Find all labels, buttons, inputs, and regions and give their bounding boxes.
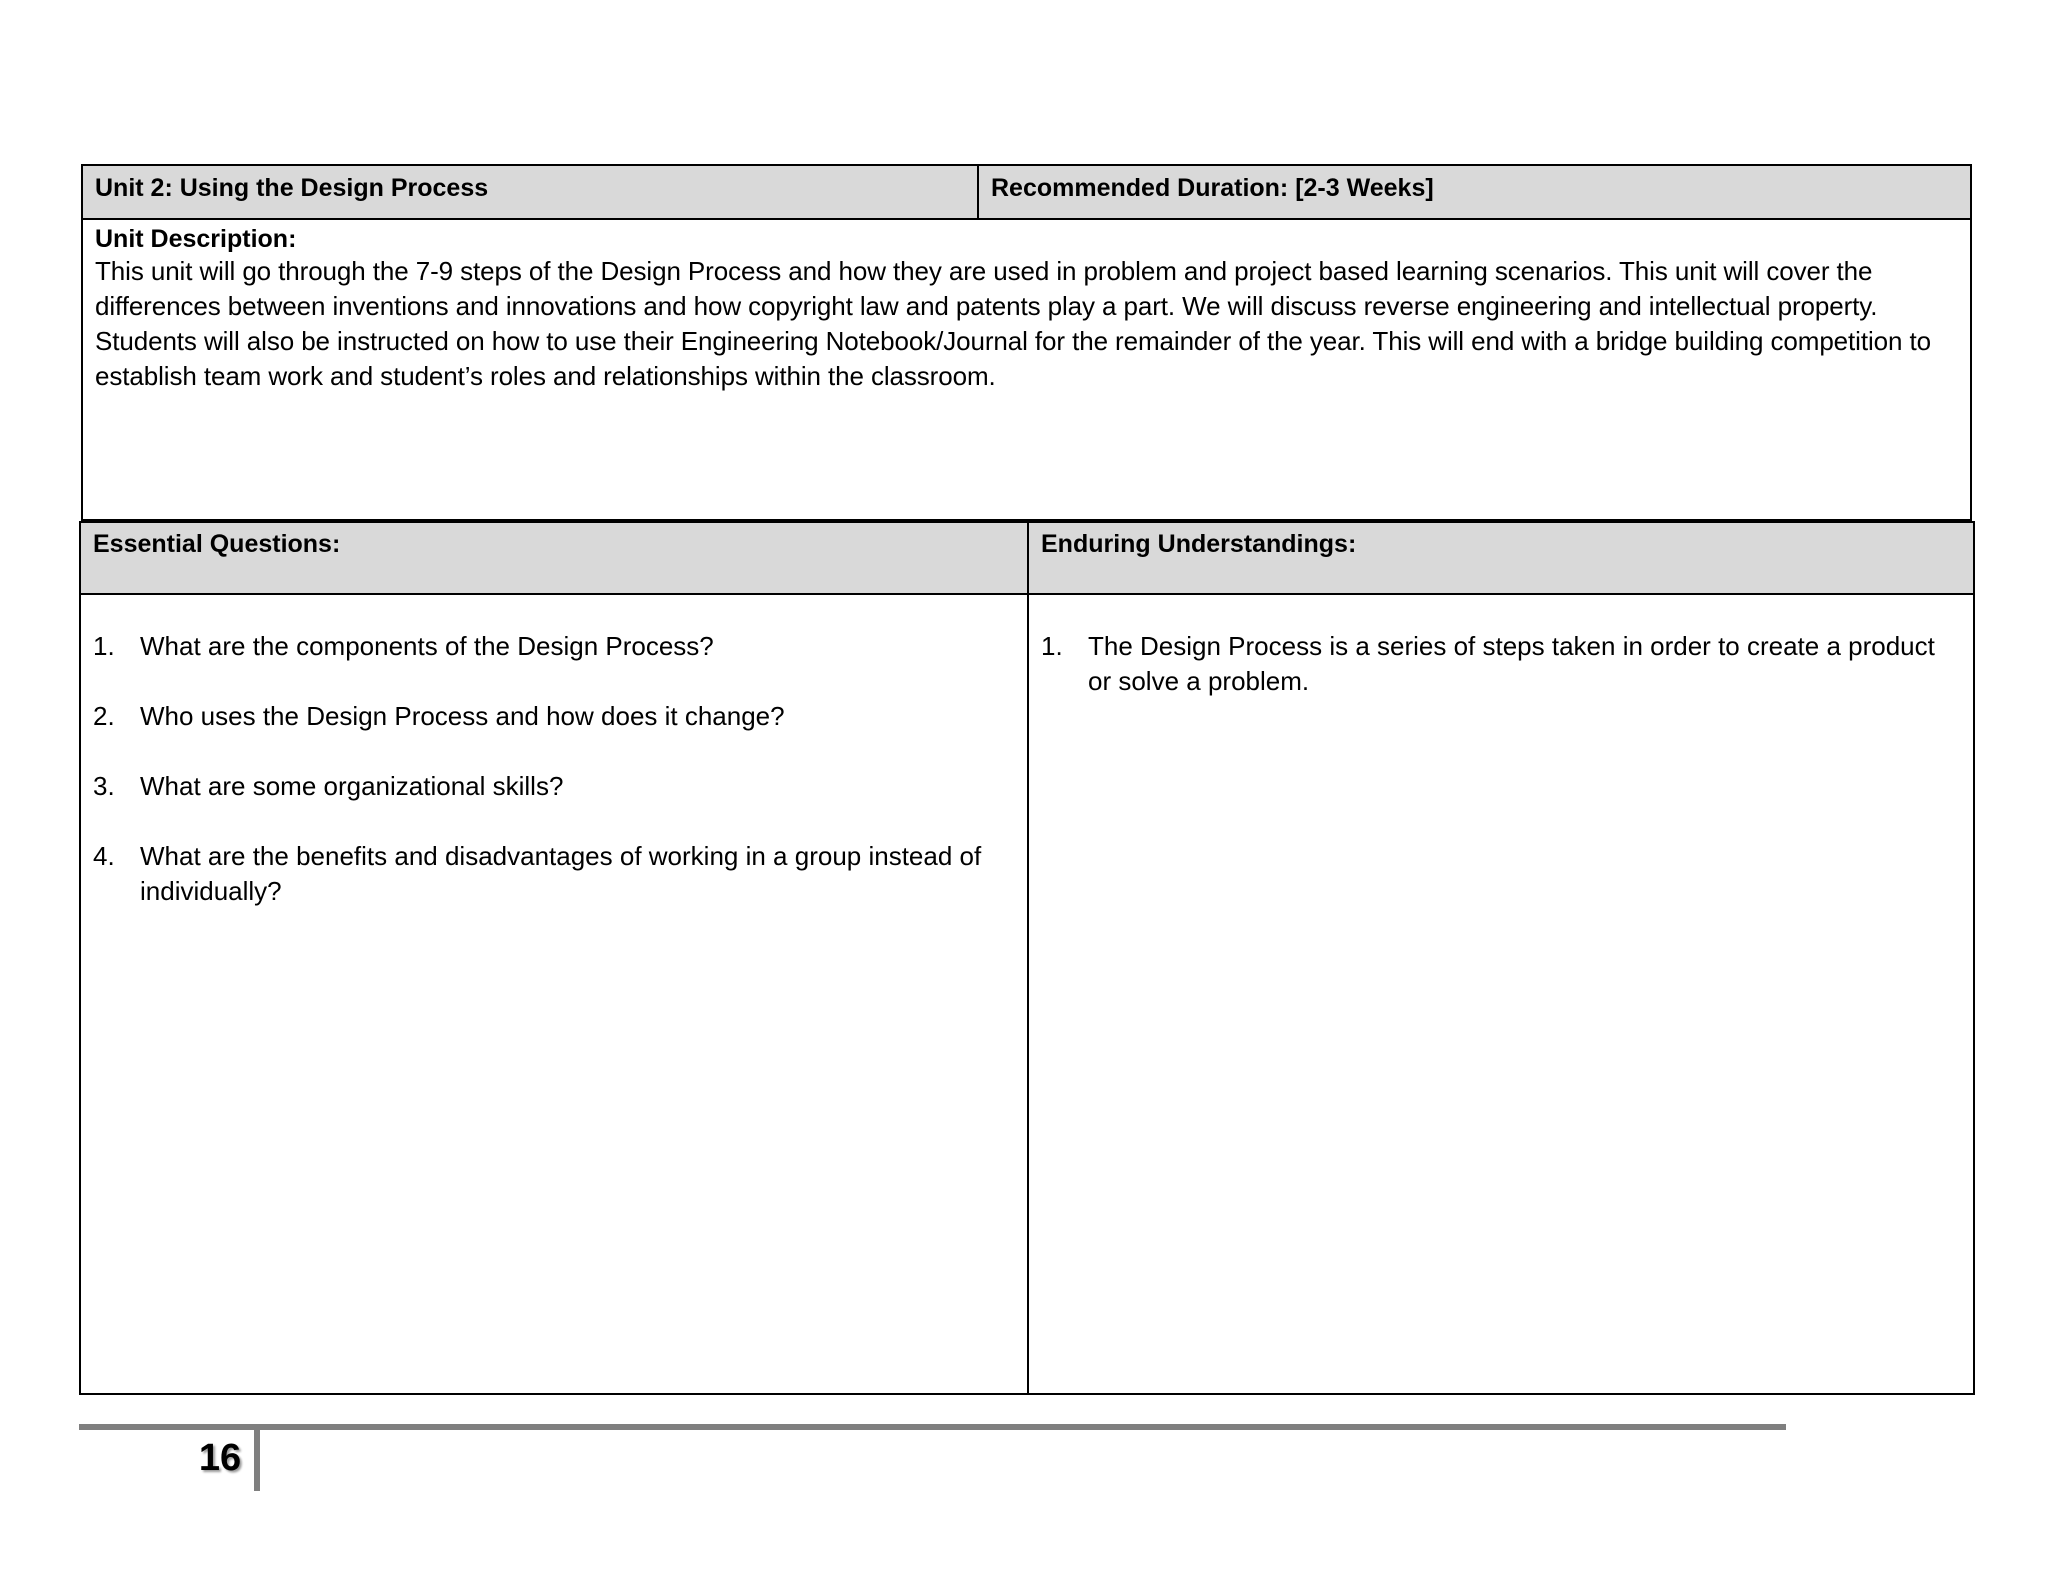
list-item-text: What are some organizational skills? — [140, 771, 564, 801]
unit-description-label: Unit Description: — [95, 225, 297, 253]
essential-questions-cell — [81, 595, 1027, 1393]
enduring-understandings-heading: Enduring Understandings: — [1041, 530, 1357, 558]
list-item — [93, 699, 1015, 734]
footer-rule — [79, 1424, 1786, 1430]
page-number: 16 — [198, 1437, 242, 1479]
list-item — [93, 839, 1015, 909]
unit-overview-table — [81, 164, 1972, 521]
column-divider — [1027, 523, 1029, 1393]
essential-questions-heading: Essential Questions: — [93, 530, 341, 558]
list-item — [93, 629, 1015, 664]
list-number: 4. — [93, 841, 115, 871]
enduring-understandings-cell — [1029, 595, 1973, 1393]
list-item — [93, 769, 1015, 804]
questions-understandings-table — [79, 521, 1975, 1395]
list-number: 1. — [1041, 631, 1063, 661]
enduring-understandings-list — [1041, 629, 1961, 699]
list-number: 3. — [93, 771, 115, 801]
list-item-text: Who uses the Design Process and how does it change? — [140, 701, 785, 731]
page-number-bar — [254, 1430, 260, 1491]
list-number: 2. — [93, 701, 115, 731]
essential-questions-list — [93, 629, 1015, 909]
list-item-text: What are the benefits and disadvantages of working in a group instead of individually? — [140, 841, 982, 906]
recommended-duration: Recommended Duration: [2-3 Weeks] — [991, 174, 1434, 202]
list-item — [1041, 629, 1961, 699]
list-item-text: What are the components of the Design Process? — [140, 631, 714, 661]
list-number: 1. — [93, 631, 115, 661]
unit-header-row — [83, 166, 1970, 220]
unit-title: Unit 2: Using the Design Process — [83, 166, 979, 218]
list-item-text: The Design Process is a series of steps taken in order to create a product or solve a problem. — [1088, 631, 1935, 696]
unit-description-text: This unit will go through the 7-9 steps of the Design Process and how they are used in problem and project based learning scenarios. This unit will cover the differences between inventions and innovations and how copyright law and patents play a part. We will discuss reverse engineering and intellectual property. Students will also be instructed on how to use their Engineering Notebook/Journal for the remainder of the year. This will end with a bridge building competition to establish team work and student’s roles and relationships within the classroom. — [95, 256, 1931, 391]
unit-description-cell — [83, 220, 1970, 519]
